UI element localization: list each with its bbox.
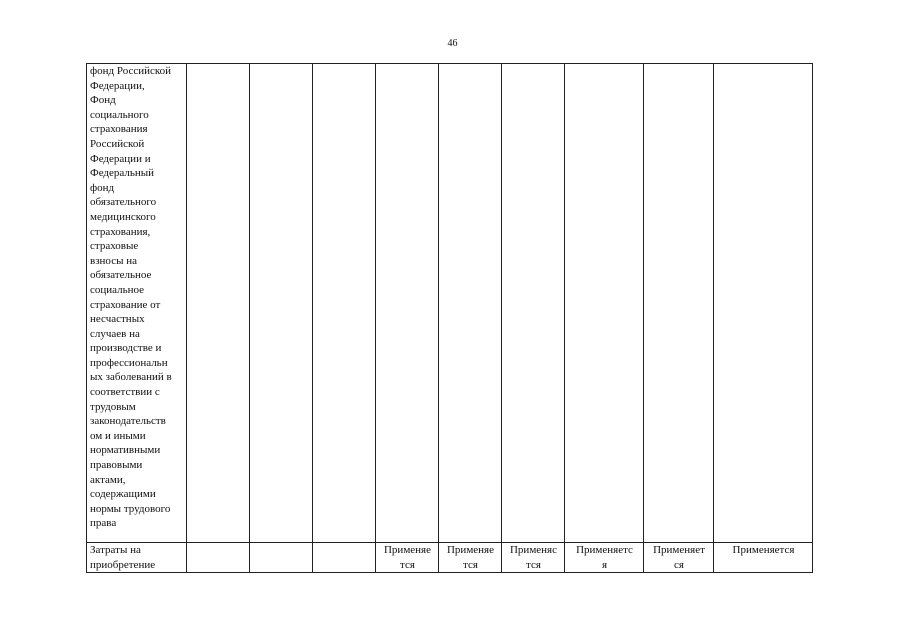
cell-text-line: приобретение [90,558,156,571]
table-cell [187,543,250,573]
table-cell [502,64,565,543]
cell-text-line: Применяе [383,544,431,556]
cell-text-line: профессиональн [90,356,168,369]
cell-text-line: фонд Российской [90,65,172,77]
cell-text-line: Применяет [653,544,705,556]
cell-text-line: страхование от [90,298,161,311]
cell-text-line: фонд [90,181,115,194]
table-cell [250,543,313,573]
table-cell [644,64,714,543]
cell-text-line: медицинского [90,210,156,223]
cell-text-line: актами, [90,473,126,486]
table-cell [565,543,644,573]
cell-text-line: соответствии с [90,386,160,399]
table-row [87,64,813,543]
cell-text-line: права [90,517,117,530]
cell-text-line: Применяется [732,544,795,556]
table-cell [376,543,439,573]
cell-text-line: правовыми [90,459,143,472]
table-cell [376,64,439,543]
cell-text-line: тся [526,558,541,571]
cell-text-line: Применяе [446,544,494,556]
cell-text-line: обязательного [90,196,157,209]
cell-text-line: Фонд [90,94,116,107]
cell-text-line: содержащими [90,488,156,501]
cell-text-line: ся [674,558,684,571]
cell-text-line: страхования, [90,225,151,238]
cell-text-line: ом и иными [90,429,146,442]
table-cell [644,543,714,573]
table-row [87,543,813,573]
table-cell [502,543,565,573]
cell-text-line: случаев на [90,327,140,340]
cell-text-line: нормативными [90,444,161,457]
row-title-cell [87,64,187,543]
cell-text-line: Затраты на [90,544,141,556]
cell-text-line: страхования [90,123,148,136]
row-title-cell [87,543,187,573]
cell-text-line: ых заболеваний в [90,371,172,384]
table-cell [313,64,376,543]
cell-text-line: социальное [90,283,145,296]
table-cell [714,64,813,543]
cell-text-line: трудовым [90,400,136,413]
cell-text-line: производстве и [90,342,162,355]
cell-text-line: Федерации, [90,79,145,92]
table-cell [187,64,250,543]
cell-text-line: социального [90,108,149,121]
table-cell [714,543,813,573]
document-table [86,63,813,573]
cell-text-line: я [601,558,608,571]
table-cell [439,543,502,573]
page-number: 46 [447,38,458,49]
cell-text-line: Применяетс [576,544,633,556]
cell-text-line: страховые [90,240,139,253]
cell-text-line: Применяс [509,544,557,556]
cell-text-line: Федеральный [90,167,155,180]
table-cell [313,543,376,573]
cell-text-line: обязательное [90,269,152,282]
table-cell [439,64,502,543]
cell-text-line: тся [400,558,415,571]
cell-text-line: Федерации и [90,152,151,165]
table-cell [565,64,644,543]
cell-text-line: нормы трудового [90,502,171,515]
cell-text-line: взносы на [90,254,137,267]
cell-text-line: тся [463,558,478,571]
cell-text-line: законодательств [90,415,166,428]
table-cell [250,64,313,543]
cell-text-line: Российской [90,137,145,150]
cell-text-line: несчастных [90,313,145,326]
